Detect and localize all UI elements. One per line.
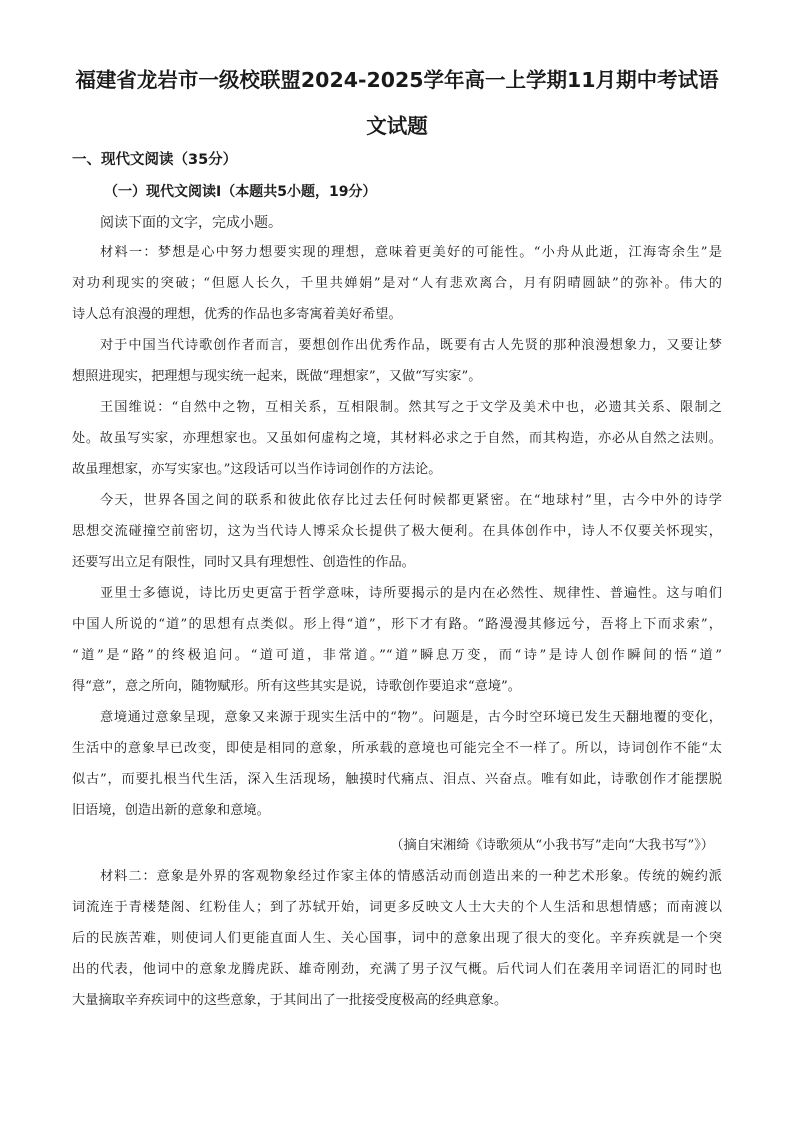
material1-line: 得“意”，意之所向，随物赋形。所有这些其实是说，诗歌创作要追求“意境”。 — [72, 679, 521, 694]
material1-line: 今天，世界各国之间的联系和彼此依存比过去任何时候都更紧密。在“地球村”里，古今中外的诗学 — [100, 493, 722, 508]
material1-line: 对功利现实的突破；“但愿人长久，千里共婵娟”是对“人有悲欢离合，月有阴晴圆缺”的弥补。伟大的 — [72, 276, 722, 291]
material1-line: 似古”，而要扎根当代生活，深入生活现场，触摸时代痛点、泪点、兴奋点。唯有如此，诗歌创作才能摆脱 — [72, 772, 722, 787]
material1-line: 王国维说：“自然中之物，互相关系，互相限制。然其写之于文学及美术中也，必遗其关系、限制之 — [100, 400, 722, 415]
subsection-heading: （一）现代文阅读Ⅰ（本题共5小题，19分） — [104, 184, 377, 200]
material1-line: “道”是“路”的终极追问。“道可道，非常道。”“道”瞬息万变，而“诗”是诗人创作瞬间的悟“道” — [72, 648, 722, 663]
material2-line: 大量摘取辛弃疾词中的这些意象，于其间出了一批接受度极高的经典意象。 — [72, 993, 508, 1008]
material2-line: 词流连于青楼楚阁、红粉佳人；到了苏轼开始，词更多反映文人士大夫的个人生活和思想情感；而南渡以 — [72, 900, 722, 915]
material1-line: 思想交流碰撞空前密切，这为当代诗人博采众长提供了极大便利。在具体创作中，诗人不仅要关怀现实， — [72, 524, 722, 539]
material1-line: 对于中国当代诗歌创作者而言，要想创作出优秀作品，既要有古人先贤的那种浪漫想象力，又要让梦 — [100, 338, 722, 353]
material1-line: 诗人总有浪漫的理想，优秀的作品也多寄寓着美好希望。 — [72, 307, 402, 322]
material1-line: 处。故虽写实家，亦理想家也。又虽如何虚构之境，其材料必求之于自然，而其构造，亦必从自然之法则。 — [72, 431, 722, 446]
exam-title-line-2: 文试题 — [366, 114, 428, 138]
source-note: （摘自宋湘绮《诗歌须从“小我书写”走向“大我书写”》） — [390, 838, 714, 853]
material1-line: 故虽理想家，亦写实家也。”这段话可以当作诗词创作的方法论。 — [72, 462, 442, 477]
reading-instruction: 阅读下面的文字，完成小题。 — [100, 215, 282, 231]
section-heading: 一、现代文阅读（35分） — [72, 152, 238, 168]
material1-line: 旧语境，创造出新的意象和意境。 — [72, 803, 270, 818]
material1-line: 还要写出立足有限性，同时又具有理想性、创造性的作品。 — [72, 555, 415, 570]
material1-line: 亚里士多德说，诗比历史更富于哲学意味，诗所要揭示的是内在必然性、规律性、普遍性。这与咱们 — [100, 586, 722, 601]
material2-line: 材料二：意象是外界的客观物象经过作家主体的情感活动而创造出来的一种艺术形象。传统的婉约派 — [100, 869, 722, 884]
exam-title-line-1: 福建省龙岩市一级校联盟2024-2025学年高一上学期11月期中考试语 — [75, 68, 719, 92]
material1-line: 中国人所说的“道”的思想有点类似。形上得“道”，形下才有路。“路漫漫其修远兮，吾将上下而求索”， — [72, 617, 722, 632]
material1-line: 材料一：梦想是心中努力想要实现的理想，意味着更美好的可能性。“小舟从此逝，江海寄余生”是 — [100, 245, 722, 260]
material1-line: 想照进现实，把理想与现实统一起来，既做“理想家”，又做“写实家”。 — [72, 369, 482, 384]
material1-line: 生活中的意象早已改变，即使是相同的意象，所承载的意境也可能完全不一样了。所以，诗词创作不能“太 — [72, 741, 722, 756]
material1-line: 意境通过意象呈现，意象又来源于现实生活中的“物”。问题是，古今时空环境已发生天翻地覆的变化， — [100, 710, 722, 725]
material2-line: 后的民族苦难，则使词人们更能直面人生、关心国事，词中的意象出现了很大的变化。辛弃疾就是一个突 — [72, 931, 722, 946]
material2-line: 出的代表，他词中的意象龙腾虎跃、雄奇刚劲，充满了男子汉气概。后代词人们在袭用辛词语汇的同时也 — [72, 962, 722, 977]
